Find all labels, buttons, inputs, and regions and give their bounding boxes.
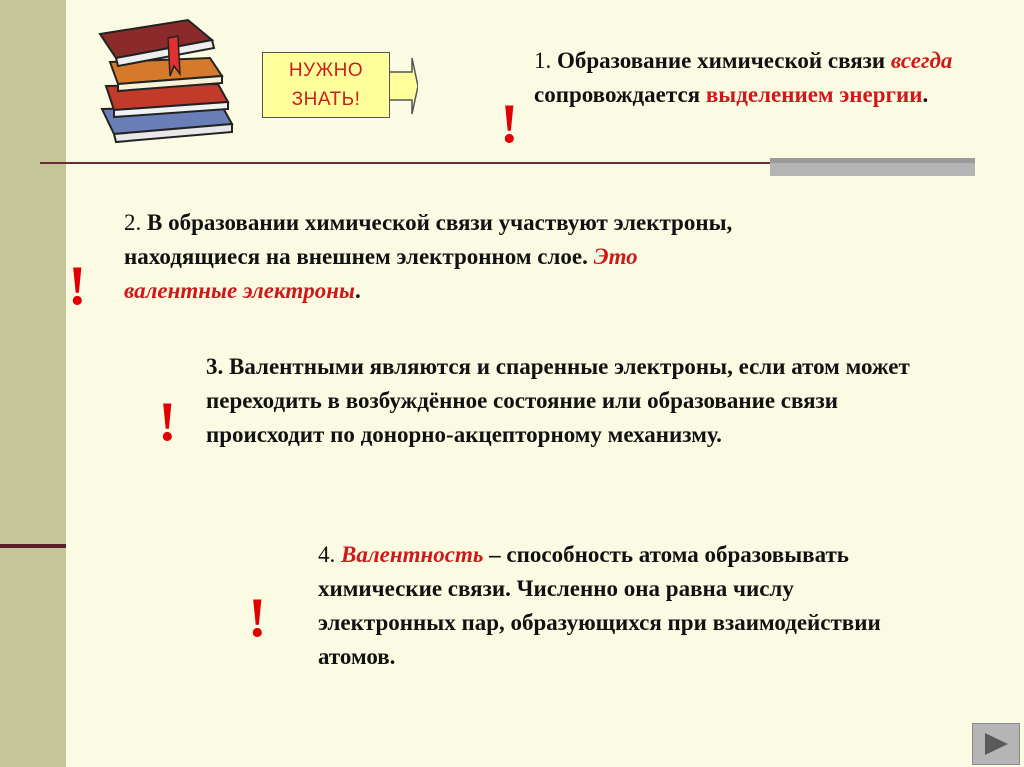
exclamation-icon: ! <box>500 93 519 155</box>
play-forward-icon <box>981 731 1011 757</box>
must-know-label <box>262 52 390 118</box>
fact-number: 1. <box>534 48 557 73</box>
exclamation-icon: ! <box>68 255 87 317</box>
must-know-line1: НУЖНО <box>288 60 364 81</box>
fact-highlight: Это валентные электроны <box>124 244 638 303</box>
fact-item-3 <box>206 350 946 452</box>
next-slide-button[interactable] <box>972 723 1020 765</box>
must-know-line2: ЗНАТЬ! <box>291 89 361 110</box>
header-accent-strip <box>770 158 975 176</box>
fact-text: 3. Валентными являются и спаренные электроны, если атом может переходить в возбуждённое состояние или образование связи происходит по донорно-акцепторному механизму. <box>206 354 910 447</box>
exclamation-icon: ! <box>248 587 267 649</box>
fact-text: . <box>922 82 929 107</box>
fact-number: 4. <box>318 542 341 567</box>
fact-number: 2. <box>124 210 147 235</box>
exclamation-icon: ! <box>158 391 177 453</box>
stack-of-books-icon <box>92 14 252 144</box>
fact-text: – способность атома образовывать химические связи. Численно она равна числу электронных пар, образующихся при взаимодействии атомов. <box>318 542 881 669</box>
fact-item-4 <box>318 538 898 674</box>
fact-text: сопровождается <box>534 82 706 107</box>
fact-item-1 <box>534 44 954 112</box>
fact-text: В образовании химической связи участвуют электроны, находящиеся на внешнем электронном слое. <box>124 210 733 269</box>
fact-text: . <box>354 278 361 303</box>
fact-item-2 <box>124 206 734 308</box>
must-know-callout <box>262 52 418 120</box>
fact-text: Образование химической связи <box>557 48 891 73</box>
fact-highlight: выделением энергии <box>705 82 923 107</box>
fact-emphasis: всегда <box>890 48 953 73</box>
left-sidebar-bar <box>0 0 66 767</box>
sidebar-divider <box>0 544 66 548</box>
fact-term: Валентность <box>341 542 484 567</box>
